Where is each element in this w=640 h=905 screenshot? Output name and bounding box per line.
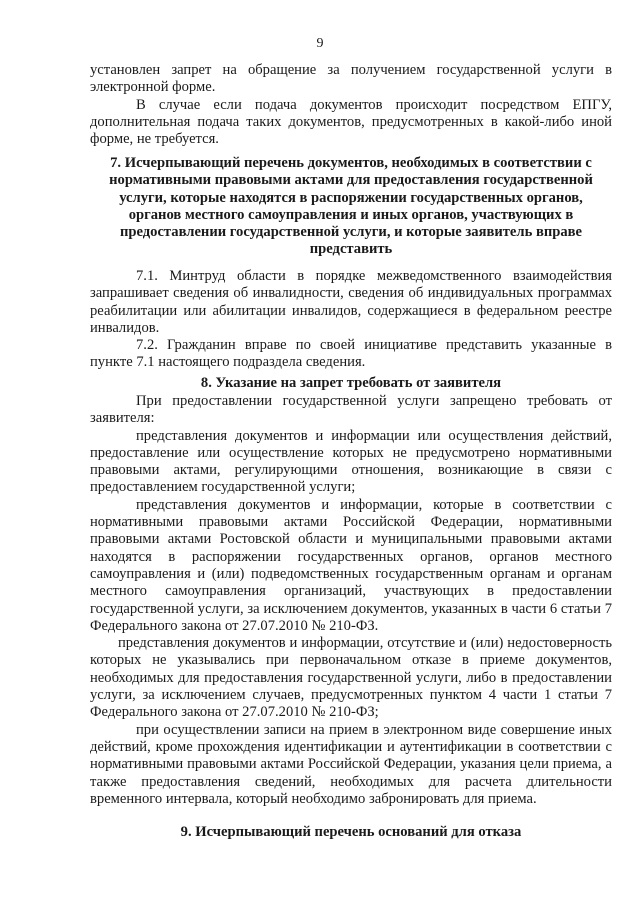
paragraph: представления документов и информации, отсутствие и (или) недостоверность которых не указывались при первоначальном отказе в приеме документов, необходимых для предоставления государственной услуги, либо в предоставлении услуги, за исключением случаев, предусмотренных пунктом 4 части 1 статьи 7 Федерального закона от 27.07.2010 № 210-ФЗ; <box>90 635 612 721</box>
section-8-heading-block <box>90 375 612 392</box>
paragraph: 7.2. Гражданин вправе по своей инициативе представить указанные в пункте 7.1 настоящего подраздела сведения. <box>90 337 612 371</box>
section-heading: 7. Исчерпывающий перечень документов, необходимых в соответствии с нормативными правовыми актами для предоставления государственной услуги, которые находятся в распоряжении государственных органов, органов местного самоуправления и иных органов, участвующих в предоставлении государственной услуги, и которые заявитель вправе представить <box>109 155 593 258</box>
section-9-heading-block <box>90 824 612 841</box>
section-7-heading-block <box>90 155 612 259</box>
paragraph: В случае если подача документов происходит посредством ЕПГУ, дополнительная подача таких документов, предусмотренных в какой-либо иной форме, не требуется. <box>90 96 612 148</box>
section-8-body <box>90 393 612 808</box>
paragraph-intro <box>90 62 612 148</box>
page-number: 9 <box>316 36 324 51</box>
section-heading: 9. Исчерпывающий перечень оснований для отказа <box>180 824 522 840</box>
paragraph: 7.1. Минтруд области в порядке межведомственного взаимодействия запрашивает сведения об инвалидности, сведения об индивидуальных программах реабилитации или абилитации инвалидов, содержащиеся в федеральном реестре инвалидов. <box>90 268 612 336</box>
paragraph: представления документов и информации или осуществления действий, предоставление или осуществление которых не предусмотрено нормативными правовыми актами, регулирующими отношения, возникающие в связи с предоставлением государственной услуги; <box>90 427 612 496</box>
paragraph: представления документов и информации, которые в соответствии с нормативными правовыми актами Российской Федерации, нормативными правовыми актами Ростовской области и муниципальными правовыми актами находятся в распоряжении государственных органов, органов местного самоуправления и (или) подведомственных государственным органам и органам местного самоуправления организаций, участвующих в предоставлении государственной услуги, за исключением документов, указанных в части 6 статьи 7 Федерального закона от 27.07.2010 № 210-ФЗ. <box>90 496 612 634</box>
paragraph: установлен запрет на обращение за получением государственной услуги в электронной форме. <box>90 62 612 96</box>
paragraph: при осуществлении записи на прием в электронном виде совершение иных действий, кроме прохождения идентификации и аутентификации в соответствии с нормативными правовыми актами Российской Федерации, указания цели приема, а также предоставления сведений, необходимых для расчета длительности временного интервала, который необходимо забронировать для приема. <box>90 721 612 807</box>
paragraph: При предоставлении государственной услуги запрещено требовать от заявителя: <box>90 393 612 427</box>
section-7-body <box>90 268 612 372</box>
section-heading: 8. Указание на запрет требовать от заявителя <box>200 375 502 391</box>
